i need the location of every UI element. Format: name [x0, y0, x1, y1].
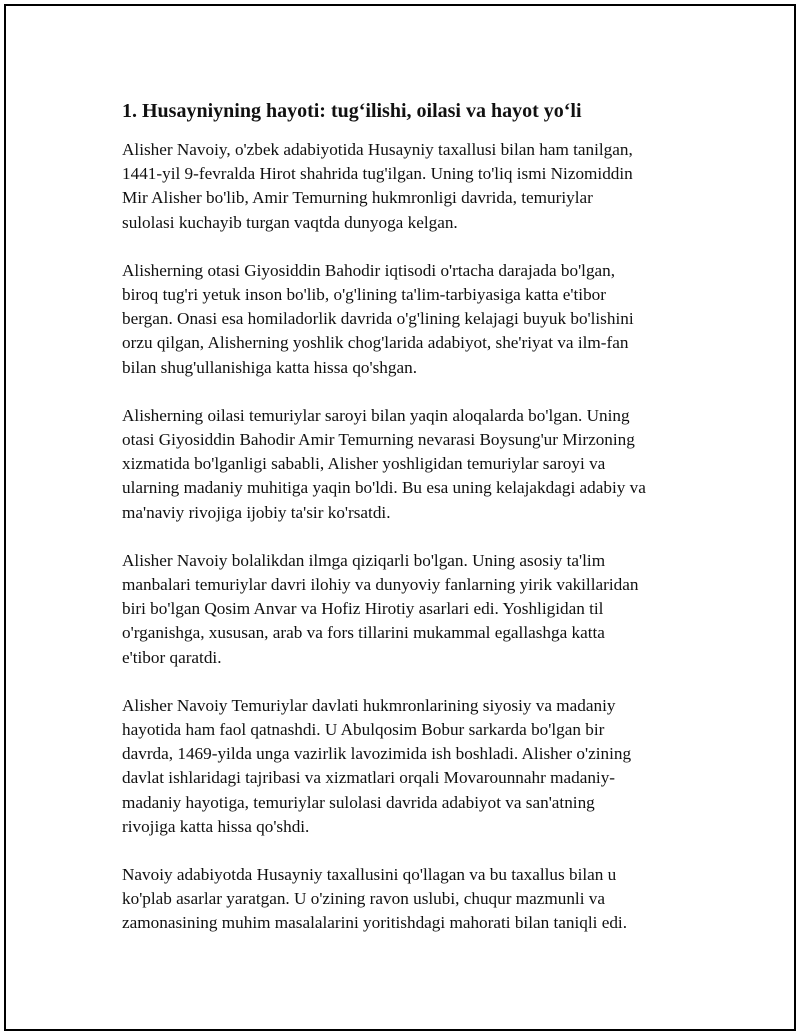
paragraph-line: orzu qilgan, Alisherning yoshlik chog'larida adabiyot, she'riyat va ilm-fan	[122, 333, 629, 353]
paragraph-line: biroq tug'ri yetuk inson bo'lib, o'g'lining ta'lim-tarbiyasiga katta e'tibor	[122, 285, 606, 305]
paragraph	[122, 549, 692, 670]
paragraph-line: bilan shug'ullanishiga katta hissa qo'shgan.	[122, 357, 417, 377]
paragraph-line: xizmatida bo'lganligi sababli, Alisher yoshligidan temuriylar saroyi va	[122, 454, 606, 474]
paragraph-line: davlat ishlaridagi tajribasi va xizmatlari orqali Movarounnahr madaniy-	[122, 768, 616, 788]
paragraph-line: o'rganishga, xususan, arab va fors tillarini mukammal egallashga katta	[122, 623, 605, 643]
paragraph	[122, 138, 692, 235]
paragraph-line: 1441-yil 9-fevralda Hirot shahrida tug'ilgan. Uning to'liq ismi Nizomiddin	[122, 164, 633, 184]
document-page	[4, 4, 796, 1031]
paragraph-line: Alisher Navoiy, o'zbek adabiyotida Husayniy taxallusi bilan ham tanilgan,	[122, 140, 633, 159]
paragraph-line: hayotida ham faol qatnashdi. U Abulqosim Bobur sarkarda bo'lgan bir	[122, 720, 605, 740]
paragraph-line: Alisherning otasi Giyosiddin Bahodir iqtisodi o'rtacha darajada bo'lgan,	[122, 260, 616, 280]
paragraph-line: rivojiga katta hissa qo'shdi.	[122, 816, 310, 836]
paragraph-line: bergan. Onasi esa homiladorlik davrida o'g'lining kelajagi buyuk bo'lishini	[122, 309, 634, 329]
paragraph	[122, 694, 692, 839]
paragraph-line: Alisher Navoiy Temuriylar davlati hukmronlarining siyosiy va madaniy	[122, 695, 616, 715]
paragraph-line: Alisher Navoiy bolalikdan ilmga qiziqarli bo'lgan. Uning asosiy ta'lim	[122, 550, 606, 570]
paragraph-line: madaniy hayotiga, temuriylar sulolasi davrida adabiyot va san'atning	[122, 792, 595, 812]
paragraph-line: davrda, 1469-yilda unga vazirlik lavozimida ish boshladi. Alisher o'zining	[122, 744, 632, 764]
paragraph-line: biri bo'lgan Qosim Anvar va Hofiz Hirotiy asarlari edi. Yoshligidan til	[122, 599, 604, 619]
paragraph	[122, 259, 692, 380]
paragraph	[122, 863, 692, 936]
paragraph	[122, 404, 692, 525]
section-heading: 1. Husayniyning hayoti: tug‘ilishi, oilasi va hayot yo‘li	[122, 100, 582, 122]
document-content	[122, 98, 692, 960]
paragraph-line: Mir Alisher bo'lib, Amir Temurning hukmronligi davrida, temuriylar	[122, 188, 593, 208]
paragraph-line: ularning madaniy muhitiga yaqin bo'ldi. Bu esa uning kelajakdagi adabiy va	[122, 478, 646, 498]
paragraph-line: ma'naviy rivojiga ijobiy ta'sir ko'rsatdi.	[122, 502, 391, 522]
paragraph-line: ko'plab asarlar yaratgan. U o'zining ravon uslubi, chuqur mazmunli va	[122, 889, 606, 909]
paragraph-list	[122, 138, 692, 936]
paragraph-line: Alisherning oilasi temuriylar saroyi bilan yaqin aloqalarda bo'lgan. Uning	[122, 405, 630, 425]
paragraph-line: otasi Giyosiddin Bahodir Amir Temurning nevarasi Boysung'ur Mirzoning	[122, 430, 635, 450]
paragraph-line: zamonasining muhim masalalarini yoritishdagi mahorati bilan taniqli edi.	[122, 913, 628, 933]
paragraph-line: sulolasi kuchayib turgan vaqtda dunyoga kelgan.	[122, 212, 458, 232]
paragraph-line: e'tibor qaratdi.	[122, 647, 222, 667]
paragraph-line: Navoiy adabiyotda Husayniy taxallusini qo'llagan va bu taxallus bilan u	[122, 865, 617, 885]
paragraph-line: manbalari temuriylar davri ilohiy va dunyoviy fanlarning yirik vakillaridan	[122, 575, 639, 595]
